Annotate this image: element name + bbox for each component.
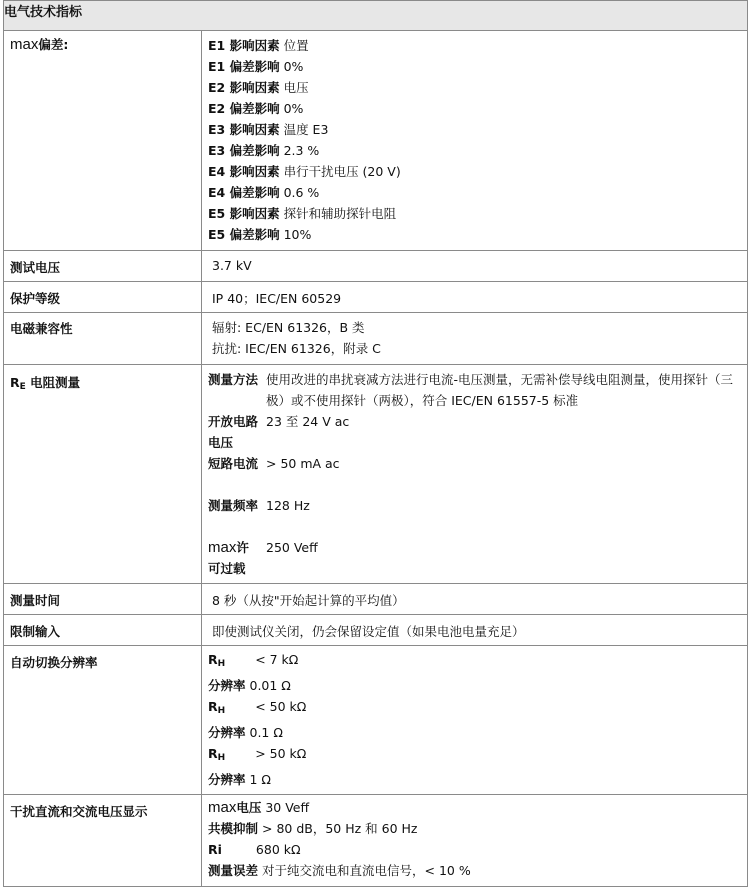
deviation-line: [208, 182, 741, 203]
deviation-value: 10%: [283, 227, 312, 242]
label-interference: 干扰直流和交流电压显示: [4, 795, 202, 887]
interference-error: 测量误差 对于纯交流电和直流电信号，< 10 %: [208, 863, 471, 878]
interference-ri: Ri 680 kΩ: [208, 842, 301, 857]
interference-common-mode: 共模抑制 > 80 dB，50 Hz 和 60 Hz: [208, 821, 418, 836]
spec-table-wrapper: [3, 0, 747, 887]
deviation-line: [208, 35, 741, 56]
re-measure-key: 开放电路电压: [208, 414, 259, 450]
value-interference: [202, 795, 748, 887]
deviation-key: E4 偏差影响: [208, 185, 280, 200]
value-max-deviation: [202, 31, 748, 251]
table-header-cell: [4, 1, 748, 31]
deviation-key: E3 偏差影响: [208, 143, 280, 158]
deviation-key: E5 影响因素: [208, 206, 280, 221]
value-test-voltage: 3.7 kV: [202, 251, 748, 282]
deviation-value: 0%: [283, 59, 304, 74]
deviation-line: [208, 77, 741, 98]
value-meas-time: 8 秒（从按"开始起计算的平均值）: [202, 584, 748, 615]
table-title: 电气技术指标: [4, 5, 83, 20]
auto-range-lines: [208, 649, 741, 790]
deviation-line: [208, 224, 741, 245]
deviation-key: E2 偏差影响: [208, 101, 280, 116]
re-measure-value: 使用改进的串扰衰减方法进行电流-电压测量，无需补偿导线电阻测量，使用探针（三极）或不使用探针（两极），符合 IEC/EN 61557-5 标准: [266, 372, 734, 408]
value-re-measure: [202, 365, 748, 584]
label-max-deviation: max偏差:: [4, 31, 202, 251]
label-test-voltage: 测试电压: [4, 251, 202, 282]
range-resolution: 分辨率 0.1 Ω: [208, 725, 283, 740]
row-protection: [4, 282, 748, 313]
label-auto-range: 自动切换分辨率: [4, 646, 202, 795]
label-re-measure: $R_E$ 电阻测量: [4, 365, 202, 584]
deviation-value: 0.6 %: [283, 185, 320, 200]
re-measure-row: [208, 495, 741, 537]
row-auto-range: [4, 646, 748, 795]
row-emc: [4, 313, 748, 365]
value-protection: IP 40；IEC/EN 60529: [202, 282, 748, 313]
label-protection: 保护等级: [4, 282, 202, 313]
range-condition: $R_H < 7$ kΩ: [208, 652, 299, 669]
table-header-row: [4, 1, 748, 31]
deviation-value: 2.3 %: [283, 143, 320, 158]
row-max-deviation: [4, 31, 748, 251]
deviation-line: [208, 119, 741, 140]
deviation-line: [208, 56, 741, 77]
row-meas-time: [4, 584, 748, 615]
deviation-key: E1 影响因素: [208, 38, 280, 53]
deviation-value: 0%: [283, 101, 304, 116]
row-test-voltage: [4, 251, 748, 282]
re-measure-value: 128 Hz: [266, 498, 310, 513]
re-measure-row: [208, 453, 741, 495]
re-measure-key: 测量方法: [208, 372, 259, 387]
range-condition: $R_H > 50$ kΩ: [208, 746, 307, 763]
range-resolution: 分辨率 1 Ω: [208, 772, 271, 787]
row-limit-input: [4, 615, 748, 646]
value-limit-input: 即使测试仪关闭，仍会保留设定值（如果电池电量充足）: [202, 615, 748, 646]
deviation-line: [208, 98, 741, 119]
emc-emission: 辐射: EC/EN 61326，B 类: [212, 320, 365, 335]
deviation-key: E1 偏差影响: [208, 59, 280, 74]
re-measure-key: 短路电流: [208, 456, 259, 471]
deviation-value: 串行干扰电压 (20 V): [283, 164, 401, 179]
re-measure-key: 测量频率: [208, 498, 259, 513]
deviation-key: E3 影响因素: [208, 122, 280, 137]
deviation-line: [208, 203, 741, 224]
re-measure-value: 250 Veff: [266, 540, 318, 555]
re-measure-key: max许可过载: [208, 539, 249, 576]
re-measure-row: [208, 537, 741, 579]
deviation-line: [208, 140, 741, 161]
re-measure-value: 23 至 24 V ac: [266, 414, 350, 429]
deviation-value: 探针和辅助探针电阻: [283, 206, 397, 221]
label-limit-input: 限制输入: [4, 615, 202, 646]
range-resolution: 分辨率 0.01 Ω: [208, 678, 291, 693]
value-auto-range: [202, 646, 748, 795]
row-interference: [4, 795, 748, 887]
electrical-spec-table: [3, 0, 748, 887]
re-measure-row: [208, 369, 741, 411]
interference-max-voltage: max电压 30 Veff: [208, 799, 310, 816]
deviation-value: 电压: [283, 80, 309, 95]
deviation-key: E5 偏差影响: [208, 227, 280, 242]
range-condition: $R_H < 50$ kΩ: [208, 699, 307, 716]
label-emc: 电磁兼容性: [4, 313, 202, 365]
re-measure-subtable: [208, 369, 741, 579]
re-measure-value: > 50 mA ac: [266, 456, 340, 471]
label-meas-time: 测量时间: [4, 584, 202, 615]
value-emc: [202, 313, 748, 365]
deviation-line: [208, 161, 741, 182]
deviation-key: E2 影响因素: [208, 80, 280, 95]
row-re-measure: [4, 365, 748, 584]
deviation-lines: [208, 35, 741, 245]
re-measure-row: [208, 411, 741, 453]
deviation-value: 温度 E3: [283, 122, 329, 137]
deviation-key: E4 影响因素: [208, 164, 280, 179]
emc-immunity: 抗扰: IEC/EN 61326，附录 C: [212, 341, 381, 356]
deviation-value: 位置: [283, 38, 309, 53]
